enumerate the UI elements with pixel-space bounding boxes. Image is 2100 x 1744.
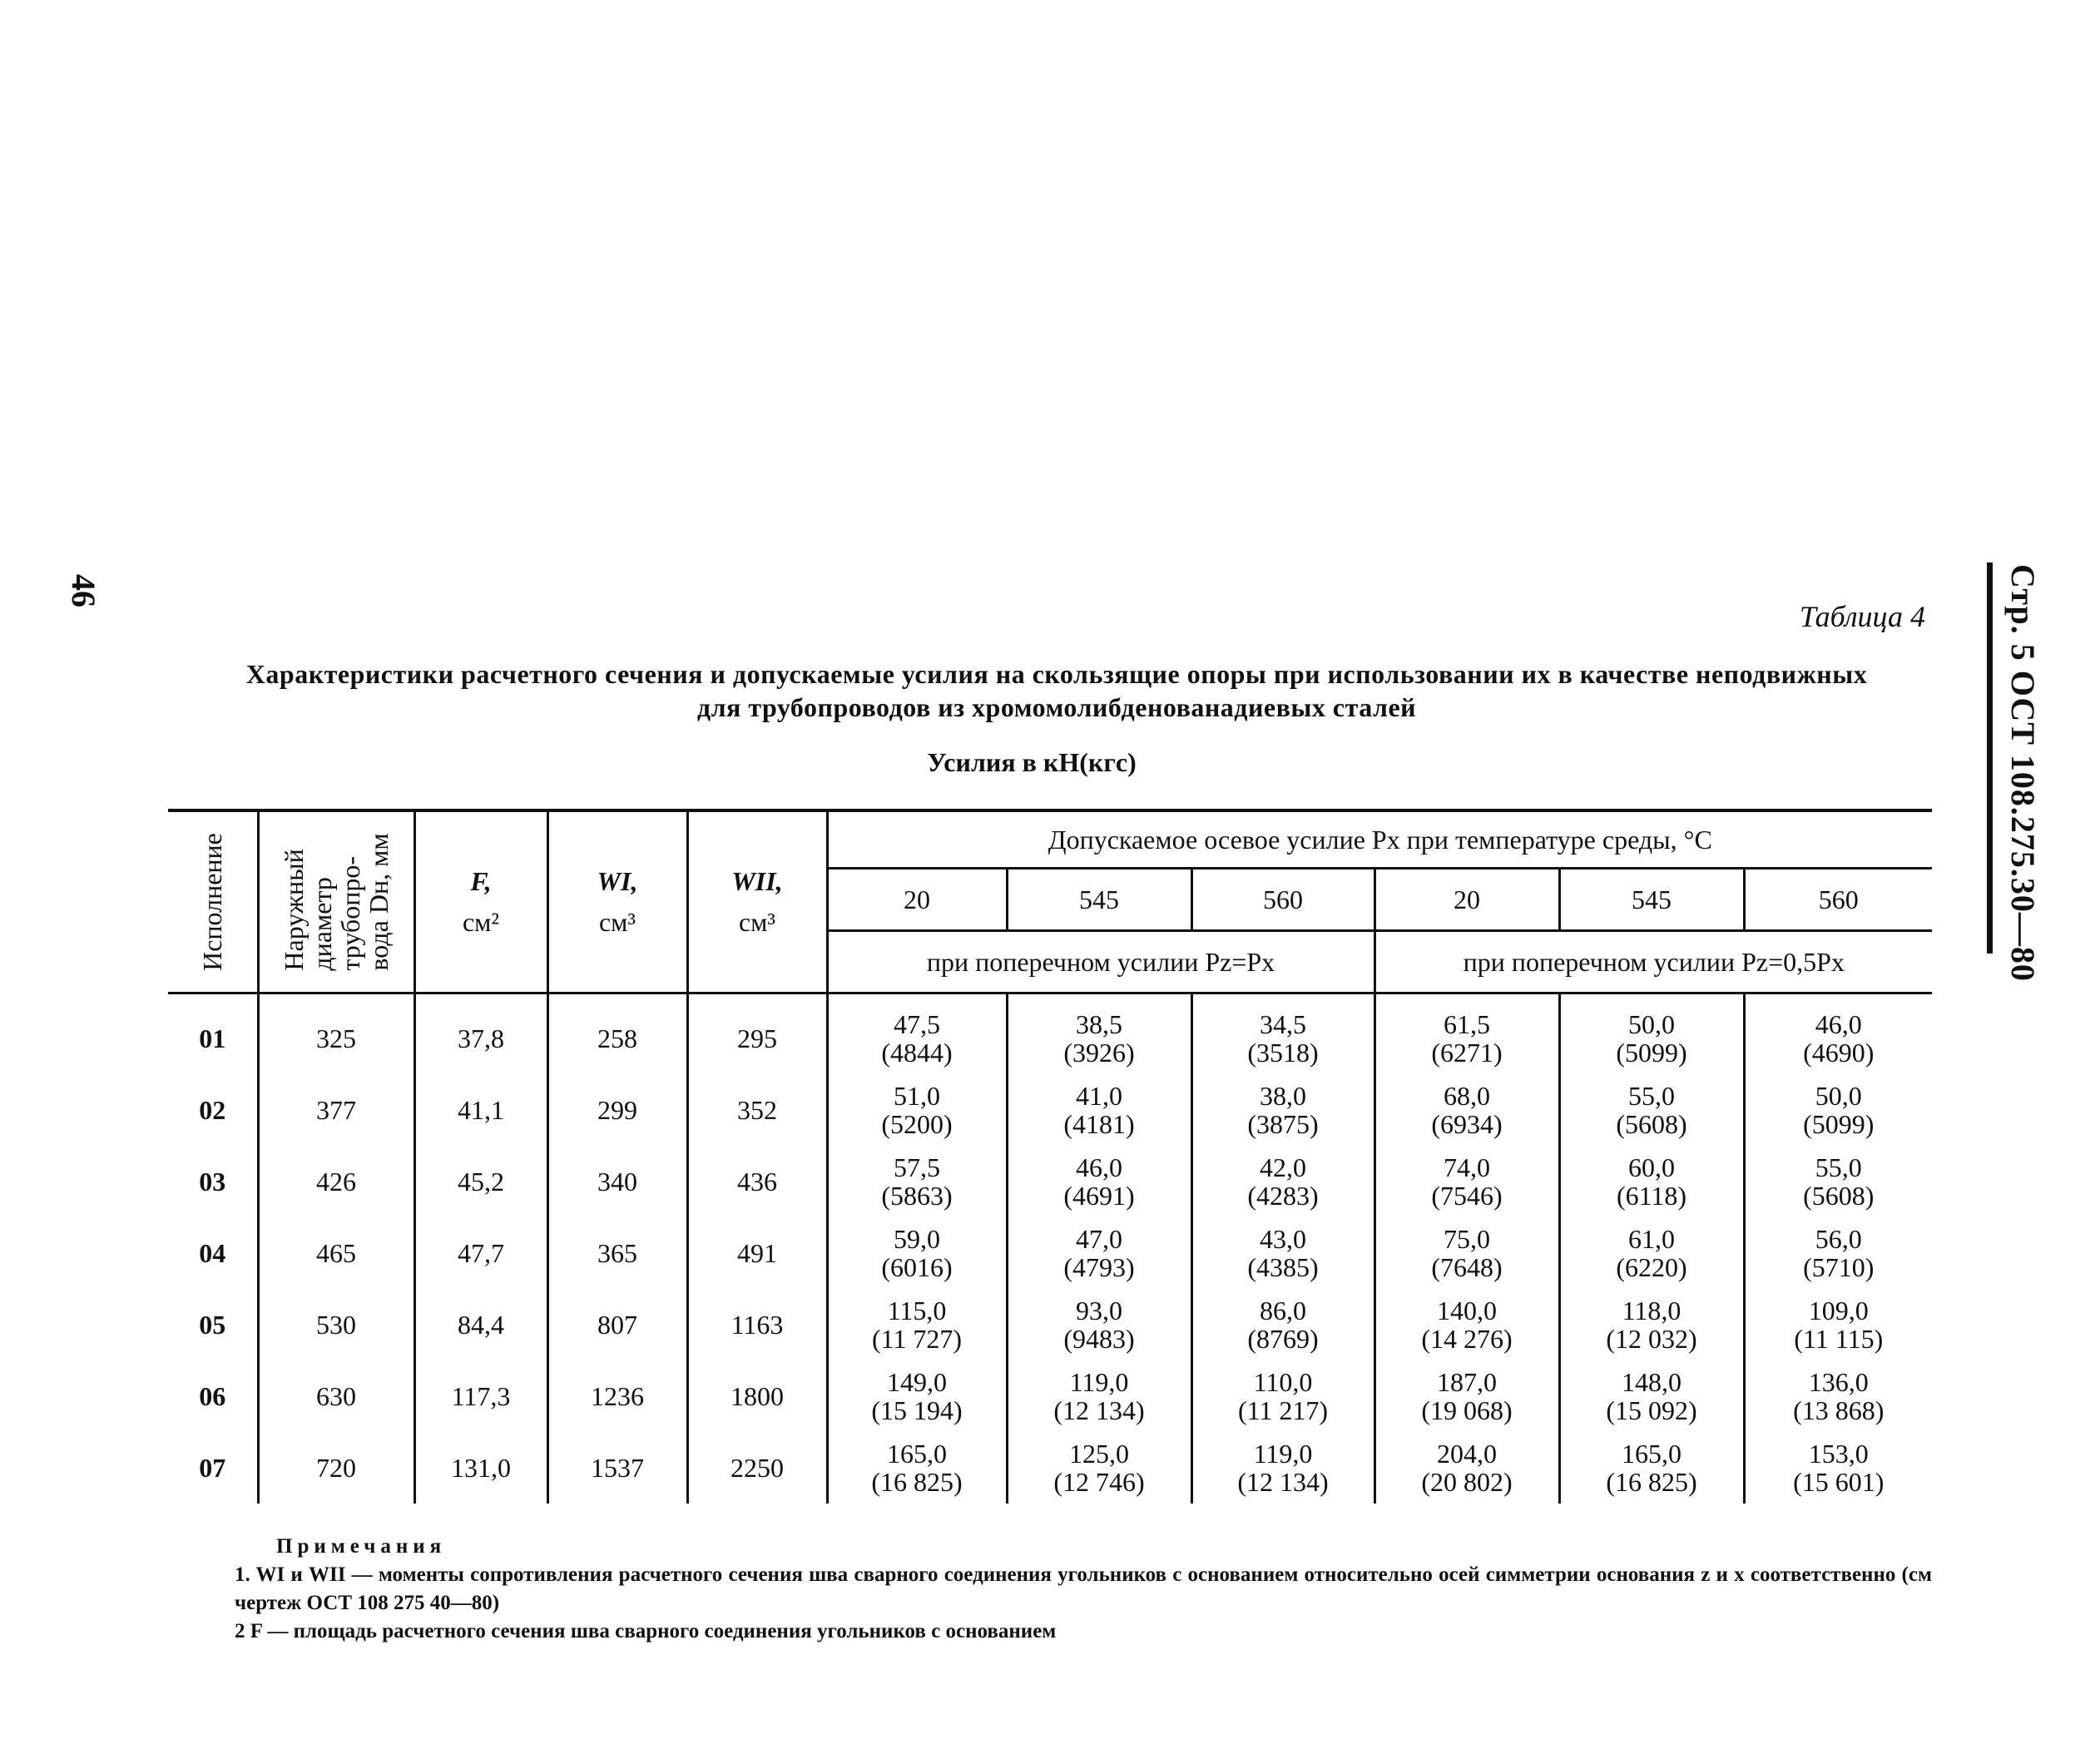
- cell-force-4: [1374, 1289, 1559, 1360]
- force-kn: 140,0: [1437, 1296, 1497, 1325]
- force-kgf: (12 134): [1053, 1395, 1145, 1425]
- cell-force-3: [1191, 1289, 1374, 1360]
- cell-W1: 807: [547, 1289, 687, 1360]
- cell-diameter: 630: [258, 1360, 414, 1432]
- cell-force-6: [1744, 1146, 1932, 1217]
- table-row: [168, 1360, 1932, 1432]
- header-F: F, см²: [414, 810, 547, 993]
- force-kn: 125,0: [1069, 1439, 1129, 1469]
- force-kn: 61,0: [1628, 1224, 1675, 1254]
- force-kgf: (6271): [1431, 1038, 1503, 1068]
- force-kgf: (3926): [1063, 1038, 1135, 1068]
- header-axial-force: Допускаемое осевое усилие Px при температуре среды, °С: [827, 810, 1932, 869]
- header-W1: WI, см³: [547, 810, 687, 993]
- force-kn: 165,0: [887, 1439, 947, 1469]
- force-kgf: (7648): [1431, 1252, 1503, 1282]
- force-kgf: (12 134): [1237, 1467, 1329, 1497]
- header-temp-6: 560: [1744, 869, 1932, 931]
- cell-force-3: [1191, 993, 1374, 1075]
- force-kgf: (15 601): [1793, 1467, 1885, 1497]
- table-row: [168, 993, 1932, 1075]
- force-kgf: (3518): [1247, 1038, 1319, 1068]
- force-kn: 115,0: [887, 1296, 947, 1325]
- force-kn: 41,0: [1076, 1081, 1122, 1111]
- note-2: 2 F — площадь расчетного сечения шва сварного соединения угольников с основанием: [235, 1620, 1057, 1642]
- cell-force-4: [1374, 1360, 1559, 1432]
- cell-force-4: [1374, 1146, 1559, 1217]
- force-kn: 118,0: [1622, 1296, 1681, 1325]
- force-kgf: (5863): [881, 1181, 953, 1211]
- force-kgf: (4691): [1063, 1181, 1135, 1211]
- cell-W1: 340: [547, 1146, 687, 1217]
- force-kn: 50,0: [1815, 1081, 1862, 1111]
- header-temp-4: 20: [1374, 869, 1559, 931]
- force-kn: 50,0: [1628, 1009, 1675, 1039]
- cell-execution: 02: [199, 1094, 226, 1125]
- force-kgf: (5608): [1616, 1109, 1687, 1139]
- cell-execution: 07: [199, 1452, 226, 1483]
- force-kn: 109,0: [1808, 1296, 1869, 1325]
- force-kn: 148,0: [1622, 1367, 1681, 1397]
- cell-W2: 295: [687, 993, 827, 1075]
- cell-force-1: [827, 1074, 1007, 1146]
- force-kn: 153,0: [1808, 1439, 1869, 1469]
- cell-force-3: [1191, 1360, 1374, 1432]
- force-kn: 55,0: [1628, 1081, 1675, 1111]
- cell-W2: 352: [687, 1074, 827, 1146]
- cell-force-6: [1744, 1432, 1932, 1504]
- table-number: Таблица 4: [1799, 600, 1925, 633]
- force-kn: 34,5: [1260, 1009, 1306, 1039]
- header-temp-2: 545: [1007, 869, 1191, 931]
- force-kgf: (11 727): [871, 1324, 963, 1354]
- header-W2: WII, см³: [687, 810, 827, 993]
- header-subgroup-1: при поперечном усилии Pz=Px: [827, 931, 1374, 993]
- cell-diameter: 377: [258, 1074, 414, 1146]
- force-kgf: (19 068): [1421, 1395, 1513, 1425]
- force-kn: 110,0: [1253, 1367, 1313, 1397]
- cell-force-1: [827, 1146, 1007, 1217]
- force-kn: 74,0: [1444, 1152, 1490, 1182]
- force-kn: 46,0: [1076, 1152, 1122, 1182]
- cell-W2: 491: [687, 1217, 827, 1289]
- force-kgf: (11 115): [1794, 1324, 1884, 1354]
- cell-execution: 03: [199, 1166, 226, 1197]
- cell-W1: 1537: [547, 1432, 687, 1504]
- force-kn: 187,0: [1437, 1367, 1497, 1397]
- force-kgf: (15 194): [871, 1395, 963, 1425]
- force-kgf: (4283): [1247, 1181, 1319, 1211]
- force-kgf: (15 092): [1606, 1395, 1697, 1425]
- cell-force-3: [1191, 1146, 1374, 1217]
- force-kn: 59,0: [894, 1224, 940, 1254]
- force-kn: 42,0: [1260, 1152, 1306, 1182]
- cell-force-6: [1744, 1074, 1932, 1146]
- cell-force-2: [1007, 1217, 1191, 1289]
- units-label: Усилия в кН(кгс): [927, 747, 1137, 777]
- cell-F: 131,0: [414, 1432, 547, 1504]
- force-kn: 38,5: [1076, 1009, 1122, 1039]
- force-kn: 57,5: [894, 1152, 940, 1182]
- force-kgf: (8769): [1247, 1324, 1319, 1354]
- cell-F: 84,4: [414, 1289, 547, 1360]
- cell-diameter: 325: [258, 993, 414, 1075]
- cell-force-5: [1559, 1146, 1744, 1217]
- force-kgf: (16 825): [1606, 1467, 1697, 1497]
- cell-force-6: [1744, 993, 1932, 1075]
- cell-force-5: [1559, 1360, 1744, 1432]
- cell-force-2: [1007, 1074, 1191, 1146]
- header-subgroup-2: при поперечном усилии Pz=0,5Px: [1374, 931, 1932, 993]
- page-number: 46: [65, 574, 102, 607]
- cell-force-2: [1007, 1289, 1191, 1360]
- header-temp-1: 20: [827, 869, 1007, 931]
- table-row: [168, 1074, 1932, 1146]
- cell-execution: 06: [199, 1380, 226, 1411]
- force-kn: 75,0: [1444, 1224, 1490, 1254]
- side-header: Стр. 5 ОСТ 108.275.30—80: [2004, 564, 2042, 982]
- cell-force-4: [1374, 1432, 1559, 1504]
- force-kn: 119,0: [1069, 1367, 1129, 1397]
- cell-force-4: [1374, 993, 1559, 1075]
- force-kn: 93,0: [1076, 1296, 1122, 1325]
- cell-force-1: [827, 1432, 1007, 1504]
- cell-force-5: [1559, 1217, 1744, 1289]
- cell-force-2: [1007, 1360, 1191, 1432]
- force-kgf: (4385): [1247, 1252, 1319, 1282]
- cell-execution: 05: [199, 1309, 226, 1340]
- force-kn: 61,5: [1444, 1009, 1490, 1039]
- force-kn: 86,0: [1260, 1296, 1306, 1325]
- cell-execution: 04: [199, 1237, 226, 1268]
- force-kgf: (4793): [1063, 1252, 1135, 1282]
- header-execution-text: Исполнение: [197, 833, 228, 971]
- force-kgf: (4690): [1803, 1038, 1875, 1068]
- cell-W2: 1800: [687, 1360, 827, 1432]
- force-kn: 47,5: [894, 1009, 940, 1039]
- header-temp-3: 560: [1191, 869, 1374, 931]
- cell-F: 45,2: [414, 1146, 547, 1217]
- cell-F: 41,1: [414, 1074, 547, 1146]
- force-kn: 38,0: [1260, 1081, 1306, 1111]
- header-diameter: [258, 810, 414, 993]
- cell-force-1: [827, 1217, 1007, 1289]
- cell-force-1: [827, 993, 1007, 1075]
- notes: [168, 1533, 1932, 1646]
- force-kn: 119,0: [1253, 1439, 1313, 1469]
- cell-execution: 01: [199, 1023, 226, 1053]
- table-row: [168, 1289, 1932, 1360]
- cell-force-6: [1744, 1289, 1932, 1360]
- force-kgf: (5710): [1803, 1252, 1875, 1282]
- cell-force-3: [1191, 1074, 1374, 1146]
- force-kn: 136,0: [1808, 1367, 1869, 1397]
- cell-force-5: [1559, 1432, 1744, 1504]
- table-row: [168, 1217, 1932, 1289]
- side-header-rule: [1987, 562, 1993, 954]
- cell-force-4: [1374, 1074, 1559, 1146]
- data-table: [168, 809, 1932, 1504]
- force-kn: 55,0: [1815, 1152, 1862, 1182]
- force-kn: 43,0: [1260, 1224, 1306, 1254]
- cell-force-5: [1559, 1289, 1744, 1360]
- table-body: [168, 993, 1932, 1504]
- force-kgf: (11 217): [1237, 1395, 1329, 1425]
- cell-force-2: [1007, 1432, 1191, 1504]
- force-kn: 56,0: [1815, 1224, 1862, 1254]
- cell-W2: 2250: [687, 1432, 827, 1504]
- header-diameter-text: Наружный диаметр трубопро- вода Dн, мм: [279, 833, 394, 971]
- force-kgf: (13 868): [1793, 1395, 1885, 1425]
- force-kgf: (7546): [1431, 1181, 1503, 1211]
- table-row: [168, 1432, 1932, 1504]
- force-kn: 51,0: [894, 1081, 940, 1111]
- cell-W2: 436: [687, 1146, 827, 1217]
- force-kgf: (6118): [1616, 1181, 1687, 1211]
- force-kn: 60,0: [1628, 1152, 1675, 1182]
- cell-diameter: 465: [258, 1217, 414, 1289]
- cell-W2: 1163: [687, 1289, 827, 1360]
- force-kn: 47,0: [1076, 1224, 1122, 1254]
- cell-force-3: [1191, 1432, 1374, 1504]
- force-kgf: (3875): [1247, 1109, 1319, 1139]
- header-execution: [168, 810, 258, 993]
- cell-W1: 299: [547, 1074, 687, 1146]
- force-kn: 149,0: [887, 1367, 947, 1397]
- force-kgf: (6934): [1431, 1109, 1503, 1139]
- note-1: 1. WI и WII — моменты сопротивления расчетного сечения шва сварного соединения угольников с основанием относительно осей симметрии основания z и x соответственно (см чертеж ОСТ 108 275 40—80): [235, 1563, 1932, 1614]
- force-kgf: (12 746): [1053, 1467, 1145, 1497]
- force-kgf: (14 276): [1421, 1324, 1513, 1354]
- force-kgf: (5200): [881, 1109, 953, 1139]
- force-kn: 68,0: [1444, 1081, 1490, 1111]
- table-row: [168, 1146, 1932, 1217]
- cell-force-4: [1374, 1217, 1559, 1289]
- force-kgf: (4181): [1063, 1109, 1135, 1139]
- cell-diameter: 426: [258, 1146, 414, 1217]
- cell-F: 47,7: [414, 1217, 547, 1289]
- cell-force-5: [1559, 993, 1744, 1075]
- force-kn: 165,0: [1622, 1439, 1681, 1469]
- cell-F: 37,8: [414, 993, 547, 1075]
- force-kgf: (20 802): [1421, 1467, 1513, 1497]
- cell-W1: 365: [547, 1217, 687, 1289]
- header-temp-5: 545: [1559, 869, 1744, 931]
- cell-force-3: [1191, 1217, 1374, 1289]
- force-kgf: (12 032): [1606, 1324, 1697, 1354]
- force-kgf: (16 825): [871, 1467, 963, 1497]
- notes-heading: Примечания: [276, 1535, 447, 1558]
- cell-force-6: [1744, 1360, 1932, 1432]
- cell-F: 117,3: [414, 1360, 547, 1432]
- force-kn: 204,0: [1437, 1439, 1497, 1469]
- cell-force-2: [1007, 993, 1191, 1075]
- force-kgf: (5608): [1803, 1181, 1875, 1211]
- cell-force-2: [1007, 1146, 1191, 1217]
- force-kn: 46,0: [1815, 1009, 1862, 1039]
- cell-W1: 258: [547, 993, 687, 1075]
- cell-force-1: [827, 1360, 1007, 1432]
- force-kgf: (9483): [1063, 1324, 1135, 1354]
- cell-force-5: [1559, 1074, 1744, 1146]
- cell-diameter: 530: [258, 1289, 414, 1360]
- force-kgf: (5099): [1616, 1038, 1687, 1068]
- table-title: Характеристики расчетного сечения и допускаемые усилия на скользящие опоры при использовании их в качестве неподвижных для трубопроводов из хромомолибденованадиевых сталей: [245, 659, 1868, 722]
- force-kgf: (6016): [881, 1252, 953, 1282]
- force-kgf: (6220): [1616, 1252, 1687, 1282]
- force-kgf: (4844): [881, 1038, 953, 1068]
- cell-force-1: [827, 1289, 1007, 1360]
- cell-W1: 1236: [547, 1360, 687, 1432]
- cell-diameter: 720: [258, 1432, 414, 1504]
- force-kgf: (5099): [1803, 1109, 1875, 1139]
- cell-force-6: [1744, 1217, 1932, 1289]
